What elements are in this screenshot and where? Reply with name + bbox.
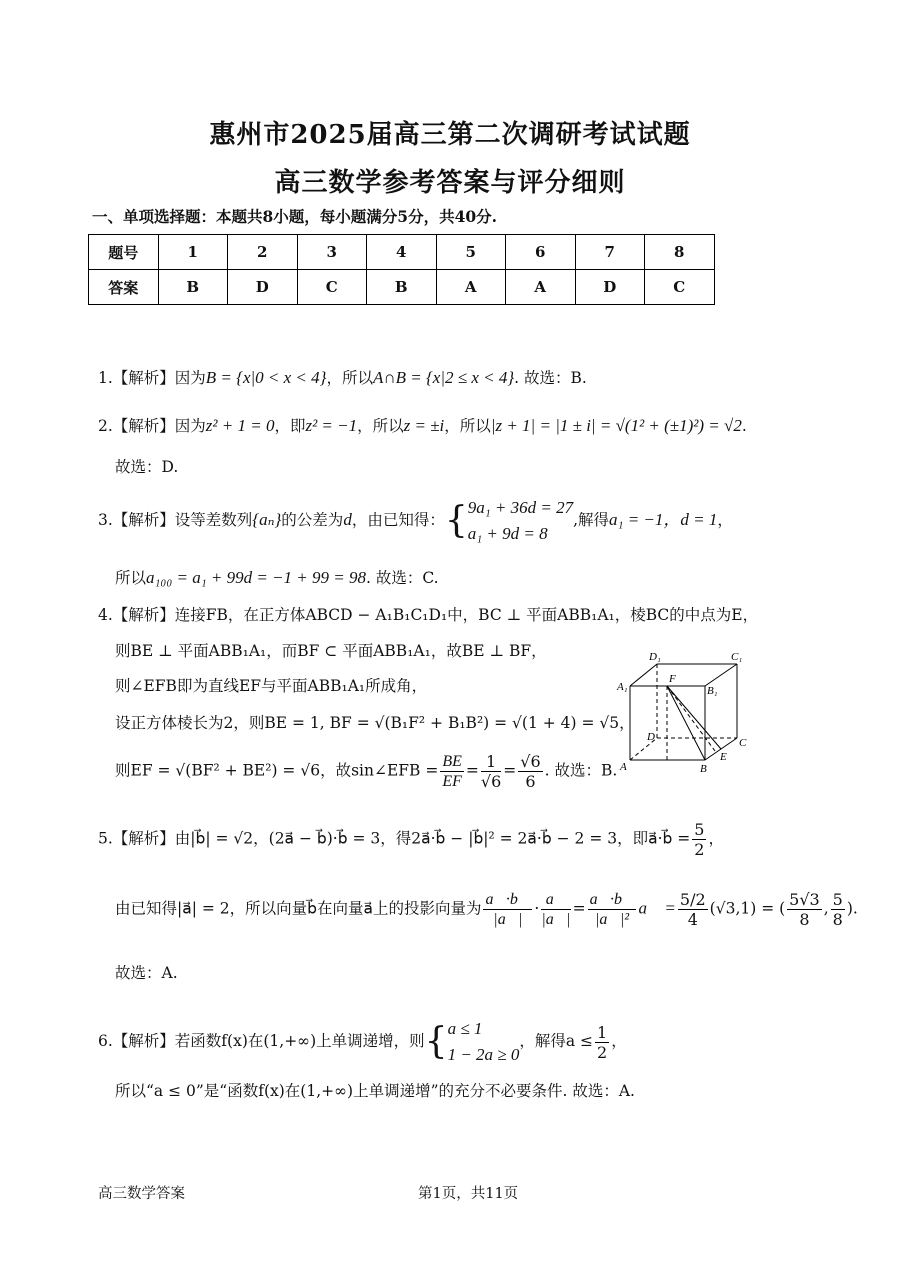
label-c: C bbox=[739, 737, 747, 749]
answer-cell: A bbox=[436, 270, 506, 305]
question-number: 8 bbox=[645, 235, 715, 270]
equation-system: 9a₁ + 36d = 27 a₁ + 9d = 8 bbox=[467, 498, 574, 543]
question-number: 3 bbox=[297, 235, 367, 270]
q4-line-4: 设正方体棱长为2，则BE = 1, BF = √(B₁F² + B₁B²) = √(1 + 4) = √5， bbox=[115, 714, 635, 732]
fraction: $\frac{5}{8}$ bbox=[832, 890, 843, 929]
label-b: B bbox=[700, 763, 707, 775]
q3-result: 所以a₁₀₀ = a₁ + 99d = −1 + 99 = 98. 故选：C. bbox=[115, 568, 439, 587]
answer-cell: D bbox=[575, 270, 645, 305]
question-number: 7 bbox=[575, 235, 645, 270]
answer-cell: C bbox=[297, 270, 367, 305]
table-row bbox=[89, 235, 715, 270]
q5-line-1: 5.【解析】由|b⃗| = √2，(2a⃗ − b⃗)·b⃗ = 3，得2a⃗·b⃗ − |b⃗|² = 2a⃗·b⃗ − 2 = 3，即a⃗·b⃗ = $\frac{5}{2}$ ， bbox=[98, 820, 724, 859]
q6-line-2: 所以“a ≤ 0”是“函数f(x)在(1,+∞)上单调递增”的充分不必要条件. 故选：A. bbox=[115, 1082, 635, 1100]
footer-left: 高三数学答案 bbox=[98, 1186, 185, 1202]
question-number: 4 bbox=[367, 235, 437, 270]
fraction: $\frac{a⃗}{|a⃗|}$ bbox=[541, 891, 571, 928]
label-d1: D₁ bbox=[649, 651, 661, 663]
document-title: 惠州市2025届高三第二次调研考试试题 bbox=[209, 120, 691, 150]
document-subtitle: 高三数学参考答案与评分细则 bbox=[274, 168, 626, 198]
fraction: $\frac{5√3}{8}$ bbox=[789, 890, 820, 929]
answer-cell: C bbox=[645, 270, 715, 305]
label-a: A bbox=[620, 761, 627, 773]
table-row bbox=[89, 270, 715, 305]
answer-cell: A bbox=[506, 270, 576, 305]
fraction: $\frac{5/2}{4}$ bbox=[679, 890, 706, 929]
answer-cell: B bbox=[367, 270, 437, 305]
q4-line-1: 4.【解析】连接FB，在正方体ABCD − A₁B₁C₁D₁中，BC ⊥ 平面ABB₁A₁，棱BC的中点为E， bbox=[98, 606, 759, 624]
set-intersection: A∩B = {x|2 ≤ x < 4} bbox=[372, 368, 515, 387]
cube-diagram bbox=[615, 648, 765, 778]
fraction: $\frac{1}{2}$ bbox=[597, 1022, 608, 1062]
fraction: $\frac{5}{2}$ bbox=[694, 820, 705, 859]
question-number: 1 bbox=[158, 235, 228, 270]
question-number: 2 bbox=[228, 235, 298, 270]
q3-solution: 3.【解析】设等差数列{aₙ}的公差为d，由已知得：{ 9a₁ + 36d = 27 a₁ + 9d = 8 ,解得a₁ = −1，d = 1， bbox=[98, 495, 733, 547]
q5-line-2: 由已知得|a⃗| = 2，所以向量b⃗在向量a⃗上的投影向量为 $\frac{a⃗\cdot b⃗}{|a⃗|}$ · $\frac{a⃗}{|a⃗|}$ = $\frac{a⃗\cdot b⃗}{\text{|a⃗|²}}$ a⃗ = $\frac{5/2}{4}$ (√3,1) = ( $\frac{5√3}{8}$ , $\frac{5}{8}$ ). bbox=[115, 890, 858, 929]
fraction: $\frac{a⃗\cdot b⃗}{\text{|a⃗|²}}$ bbox=[589, 891, 635, 928]
fraction: $\frac{BE}{EF}$ bbox=[442, 753, 462, 790]
question-number: 5 bbox=[436, 235, 506, 270]
answer-cell: D bbox=[228, 270, 298, 305]
label-f: F bbox=[669, 673, 676, 685]
fraction: $\frac{a⃗\cdot b⃗}{|a⃗|}$ bbox=[485, 891, 531, 928]
row-label: 答案 bbox=[89, 270, 159, 305]
q6-line-1: 6.【解析】若函数f(x)在(1,+∞)上单调递增，则{ a ≤ 1 1 − 2a ≥ 0 ，解得a ≤ $\frac{1}{2}$ ， bbox=[98, 1016, 627, 1068]
q4-line-5: 则EF = √(BF² + BE²) = √6，故sin∠EFB = $\frac{BE}{EF}$ = $\frac{1}{√6}$ = $\frac{√6}{6}$ . 故选：B. bbox=[115, 752, 618, 791]
label-b1: B₁ bbox=[707, 685, 718, 697]
label-c1: C₁ bbox=[731, 651, 743, 663]
label-e: E bbox=[720, 751, 727, 763]
set-b: B = {x|0 < x < 4} bbox=[205, 368, 327, 387]
question-number: 6 bbox=[506, 235, 576, 270]
fraction: $\frac{√6}{6}$ bbox=[520, 752, 541, 791]
label-a1: A₁ bbox=[617, 681, 628, 693]
fraction: $\frac{1}{√6}$ bbox=[480, 752, 502, 791]
answer-cell: B bbox=[158, 270, 228, 305]
label-d: D bbox=[647, 731, 655, 743]
inequality-system: a ≤ 1 1 − 2a ≥ 0 bbox=[447, 1019, 520, 1064]
row-label: 题号 bbox=[89, 235, 159, 270]
q5-choice: 故选：A. bbox=[115, 964, 178, 982]
section-heading: 一、单项选择题：本题共8小题，每小题满分5分，共40分. bbox=[92, 207, 498, 226]
answer-table bbox=[88, 234, 715, 305]
q4-line-2: 则BE ⊥ 平面ABB₁A₁，而BF ⊂ 平面ABB₁A₁，故BE ⊥ BF， bbox=[115, 642, 547, 660]
q2-solution: 2.【解析】因为z² + 1 = 0，即z² = −1，所以z = ±i，所以|z + 1| = |1 ± i| = √(1² + (±1)²) = √2. bbox=[98, 416, 747, 435]
q4-line-3: 则∠EFB即为直线EF与平面ABB₁A₁所成角， bbox=[115, 677, 428, 695]
q1-solution: 1.【解析】因为B = {x|0 < x < 4}，所以A∩B = {x|2 ≤ x < 4}. 故选：B. bbox=[98, 368, 587, 387]
q2-choice: 故选：D. bbox=[115, 458, 179, 476]
page-number: 第1页，共11页 bbox=[418, 1186, 519, 1202]
